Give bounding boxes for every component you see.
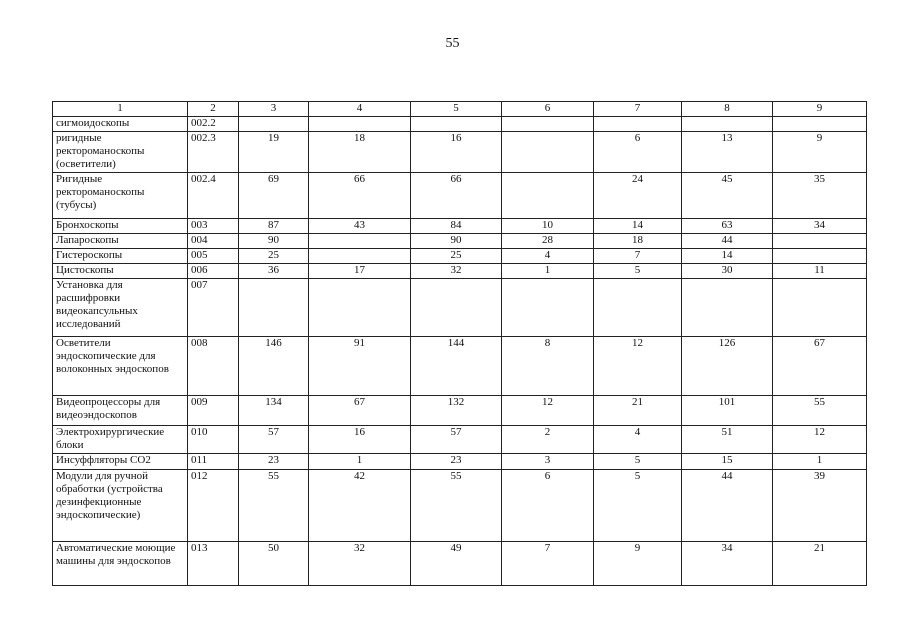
item-name-cell: Цистоскопы [53, 264, 188, 279]
table-row [53, 279, 867, 337]
value-cell: 1 [502, 264, 594, 279]
value-cell: 12 [594, 337, 682, 396]
item-code-cell: 011 [188, 454, 239, 470]
value-cell: 17 [309, 264, 411, 279]
value-cell: 3 [502, 454, 594, 470]
value-cell: 42 [309, 470, 411, 542]
header-cell: 3 [239, 102, 309, 117]
header-cell: 1 [53, 102, 188, 117]
value-cell: 91 [309, 337, 411, 396]
item-name-cell: сигмоидоскопы [53, 117, 188, 132]
value-cell: 19 [239, 132, 309, 173]
value-cell: 144 [411, 337, 502, 396]
value-cell: 1 [309, 454, 411, 470]
value-cell [773, 117, 867, 132]
header-row [53, 102, 867, 117]
item-name-cell: Установка для расшифровки видеокапсульных исследований [53, 279, 188, 337]
value-cell [411, 279, 502, 337]
item-code-cell: 006 [188, 264, 239, 279]
table-row [53, 173, 867, 219]
value-cell: 9 [773, 132, 867, 173]
value-cell: 69 [239, 173, 309, 219]
value-cell: 14 [682, 249, 773, 264]
value-cell: 87 [239, 219, 309, 234]
table-row [53, 234, 867, 249]
value-cell: 134 [239, 396, 309, 426]
value-cell: 67 [773, 337, 867, 396]
value-cell: 32 [309, 542, 411, 586]
value-cell: 55 [773, 396, 867, 426]
value-cell [411, 117, 502, 132]
item-name-cell: Ригидные ректороманоскопы (тубусы) [53, 173, 188, 219]
header-cell: 9 [773, 102, 867, 117]
item-name-cell: Осветители эндоскопические для волоконных эндоскопов [53, 337, 188, 396]
value-cell: 49 [411, 542, 502, 586]
value-cell: 21 [594, 396, 682, 426]
item-code-cell: 009 [188, 396, 239, 426]
value-cell: 12 [502, 396, 594, 426]
value-cell: 6 [594, 132, 682, 173]
value-cell: 36 [239, 264, 309, 279]
value-cell [594, 279, 682, 337]
item-code-cell: 002.3 [188, 132, 239, 173]
item-name-cell: ригидные ректороманоскопы (осветители) [53, 132, 188, 173]
value-cell [502, 132, 594, 173]
value-cell [239, 117, 309, 132]
item-code-cell: 012 [188, 470, 239, 542]
value-cell: 51 [682, 426, 773, 454]
value-cell [682, 279, 773, 337]
item-name-cell: Гистероскопы [53, 249, 188, 264]
value-cell: 9 [594, 542, 682, 586]
table-row [53, 454, 867, 470]
table-row [53, 426, 867, 454]
value-cell [239, 279, 309, 337]
value-cell: 126 [682, 337, 773, 396]
value-cell: 55 [411, 470, 502, 542]
table-row [53, 219, 867, 234]
table-row [53, 249, 867, 264]
value-cell: 21 [773, 542, 867, 586]
value-cell: 23 [411, 454, 502, 470]
value-cell [682, 117, 773, 132]
table-row [53, 132, 867, 173]
value-cell: 24 [594, 173, 682, 219]
value-cell: 4 [594, 426, 682, 454]
table-row [53, 117, 867, 132]
value-cell: 11 [773, 264, 867, 279]
value-cell: 1 [773, 454, 867, 470]
header-cell: 7 [594, 102, 682, 117]
value-cell [309, 279, 411, 337]
value-cell: 14 [594, 219, 682, 234]
item-name-cell: Бронхоскопы [53, 219, 188, 234]
value-cell: 43 [309, 219, 411, 234]
page-number: 55 [445, 36, 460, 51]
value-cell: 101 [682, 396, 773, 426]
item-name-cell: Лапароскопы [53, 234, 188, 249]
value-cell: 90 [411, 234, 502, 249]
value-cell: 13 [682, 132, 773, 173]
item-code-cell: 004 [188, 234, 239, 249]
value-cell: 23 [239, 454, 309, 470]
value-cell [309, 117, 411, 132]
item-name-cell: Видеопроцессоры для видеоэндоскопов [53, 396, 188, 426]
value-cell [773, 249, 867, 264]
value-cell: 34 [773, 219, 867, 234]
value-cell [594, 117, 682, 132]
header-cell: 8 [682, 102, 773, 117]
table-row [53, 396, 867, 426]
value-cell: 16 [411, 132, 502, 173]
value-cell: 7 [502, 542, 594, 586]
item-code-cell: 002.2 [188, 117, 239, 132]
value-cell: 55 [239, 470, 309, 542]
item-code-cell: 007 [188, 279, 239, 337]
value-cell: 28 [502, 234, 594, 249]
value-cell: 30 [682, 264, 773, 279]
value-cell: 63 [682, 219, 773, 234]
value-cell: 5 [594, 470, 682, 542]
value-cell: 5 [594, 264, 682, 279]
value-cell: 12 [773, 426, 867, 454]
value-cell [502, 117, 594, 132]
item-name-cell: Инсуффляторы CO2 [53, 454, 188, 470]
table-row [53, 470, 867, 542]
item-name-cell: Электрохирургические блоки [53, 426, 188, 454]
value-cell: 25 [411, 249, 502, 264]
value-cell: 2 [502, 426, 594, 454]
table-row [53, 264, 867, 279]
item-name-cell: Модули для ручной обработки (устройства дезинфекционные эндоскопические) [53, 470, 188, 542]
value-cell [309, 249, 411, 264]
value-cell: 57 [411, 426, 502, 454]
value-cell: 4 [502, 249, 594, 264]
value-cell [502, 279, 594, 337]
header-cell: 4 [309, 102, 411, 117]
value-cell: 10 [502, 219, 594, 234]
item-name-cell: Автоматические моющие машины для эндоскопов [53, 542, 188, 586]
value-cell: 25 [239, 249, 309, 264]
value-cell: 84 [411, 219, 502, 234]
value-cell: 35 [773, 173, 867, 219]
header-cell: 5 [411, 102, 502, 117]
value-cell: 16 [309, 426, 411, 454]
header-cell: 2 [188, 102, 239, 117]
value-cell: 6 [502, 470, 594, 542]
item-code-cell: 003 [188, 219, 239, 234]
value-cell: 57 [239, 426, 309, 454]
value-cell: 39 [773, 470, 867, 542]
item-code-cell: 013 [188, 542, 239, 586]
item-code-cell: 002.4 [188, 173, 239, 219]
value-cell [773, 234, 867, 249]
item-code-cell: 010 [188, 426, 239, 454]
value-cell: 67 [309, 396, 411, 426]
value-cell: 90 [239, 234, 309, 249]
value-cell: 66 [309, 173, 411, 219]
equipment-table [52, 101, 867, 586]
value-cell: 66 [411, 173, 502, 219]
value-cell [309, 234, 411, 249]
value-cell: 34 [682, 542, 773, 586]
value-cell [502, 173, 594, 219]
table-row [53, 337, 867, 396]
value-cell: 8 [502, 337, 594, 396]
value-cell: 50 [239, 542, 309, 586]
header-cell: 6 [502, 102, 594, 117]
value-cell: 7 [594, 249, 682, 264]
item-code-cell: 008 [188, 337, 239, 396]
value-cell: 44 [682, 470, 773, 542]
value-cell: 45 [682, 173, 773, 219]
item-code-cell: 005 [188, 249, 239, 264]
table-row [53, 542, 867, 586]
value-cell: 18 [309, 132, 411, 173]
value-cell: 132 [411, 396, 502, 426]
value-cell: 15 [682, 454, 773, 470]
value-cell: 44 [682, 234, 773, 249]
value-cell: 32 [411, 264, 502, 279]
table-body [53, 117, 867, 586]
value-cell: 146 [239, 337, 309, 396]
value-cell: 5 [594, 454, 682, 470]
value-cell [773, 279, 867, 337]
value-cell: 18 [594, 234, 682, 249]
